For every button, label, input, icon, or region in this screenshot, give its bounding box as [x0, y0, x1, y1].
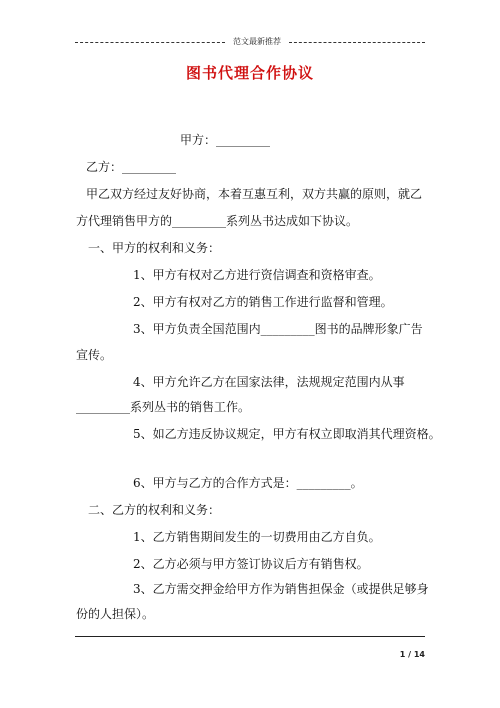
section2-item2: 2、乙方必须与甲方签订协议后方有销售权。 — [133, 557, 369, 571]
header-text: 范文最新推荐 — [233, 37, 281, 46]
section1-item3-line2: 宣传。 — [76, 348, 113, 362]
section2-item1: 1、乙方销售期间发生的一切费用由乙方自负。 — [133, 530, 381, 544]
section1-item3-line1: 3、甲方负责全国范围内_________图书的品牌形象广告 — [133, 322, 423, 336]
section2-item3-line2: 份的人担保）。 — [76, 607, 155, 621]
section1-item5: 5、如乙方违反协议规定，甲方有权立即取消其代理资格。 — [133, 427, 441, 441]
page-header — [75, 35, 425, 49]
section2-item3-line1: 3、乙方需交押金给甲方作为销售担保金（或提供足够身 — [133, 582, 429, 596]
section1-item6: 6、甲方与乙方的合作方式是：_________。 — [133, 476, 363, 490]
section2-heading: 二、乙方的权利和义务： — [88, 503, 221, 517]
party-a-line: 甲方：_________ — [180, 133, 271, 147]
footer-rule — [75, 636, 425, 637]
intro-line-2: 方代理销售甲方的_________系列丛书达成如下协议。 — [76, 214, 359, 228]
document-title: 图书代理合作协议 — [185, 64, 314, 82]
intro-line-1: 甲乙双方经过友好协商，本着互惠互利，双方共赢的原则，就乙 — [86, 187, 423, 201]
header-rule-left — [75, 42, 225, 43]
party-b-line: 乙方：_________ — [86, 160, 177, 174]
section1-item4-line2: _________系列丛书的销售工作。 — [76, 400, 251, 414]
header-rule-right — [289, 42, 425, 43]
section1-item2: 2、甲方有权对乙方的销售工作进行监督和管理。 — [133, 295, 393, 309]
section1-item1: 1、甲方有权对乙方进行资信调查和资格审查。 — [133, 268, 381, 282]
section1-heading: 一、甲方的权利和义务： — [88, 241, 221, 255]
page-number: 1 / 14 — [399, 650, 425, 659]
section1-item4-line1: 4、甲方允许乙方在国家法律，法规规定范围内从事 — [133, 375, 405, 389]
